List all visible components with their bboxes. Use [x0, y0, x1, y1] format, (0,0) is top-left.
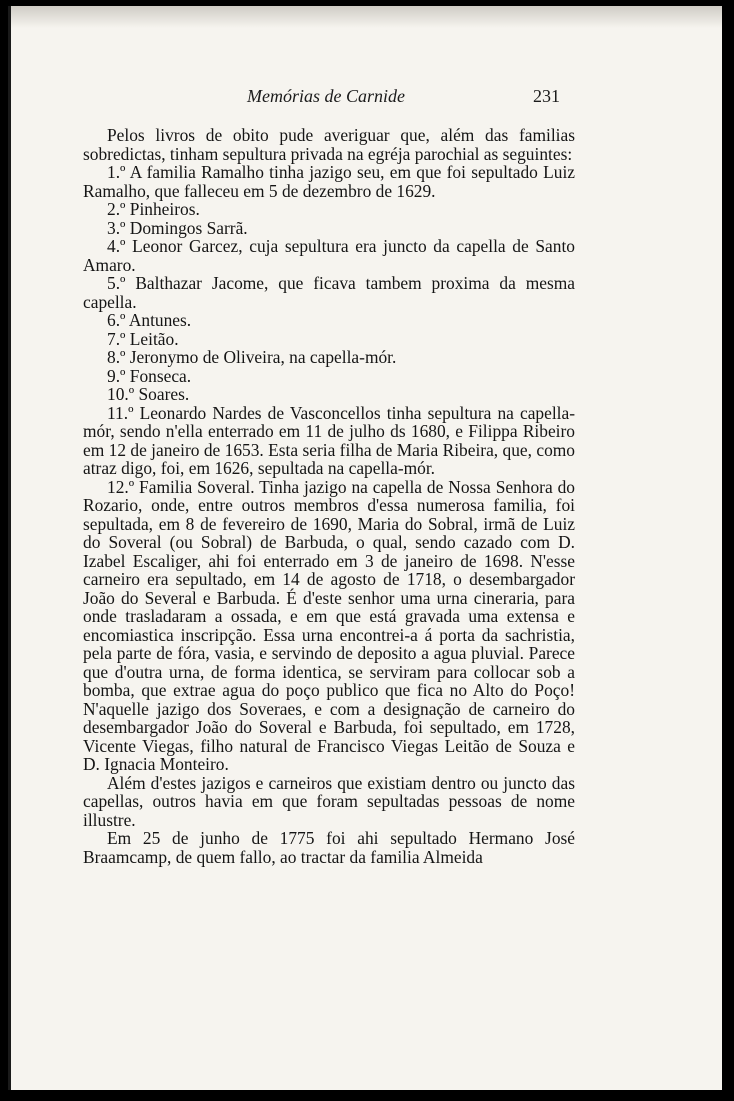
- list-item-12: 12.º Familia Soveral. Tinha jazigo na capella de Nossa Senhora do Rozario, onde, entre outros membros d'essa numerosa familia, foi sepultada, em 8 de fevereiro de 1690, Maria do Sobral, irmã de Luiz do Soveral (ou Sobral) de Barbuda, o qual, sendo cazado com D. Izabel Escaliger, ahi foi enterrado em 3 de janeiro de 1698. N'esse carneiro era sepultado, em 14 de agosto de 1718, o desembargador João do Several e Barbuda. É d'este senhor uma urna cineraria, para onde trasladaram a ossada, e em que está gravada uma extensa e encomiastica inscripção. Essa urna encontrei-a á porta da sachristia, pela parte de fóra, vasia, e servindo de deposito a agua pluvial. Parece que d'outra urna, de forma identica, se serviram para collocar sob a bomba, que extrae agua do poço publico que fica no Alto do Poço! N'aquelle jazigo dos Soveraes, e com a designação de carneiro do desembargador João do Soveral e Barbuda, foi sepultado, em 1728, Vicente Viegas, filho natural de Francisco Viegas Leitão de Souza e D. Ignacia Monteiro.: [83, 476, 575, 774]
- paragraph-braamcamp: Em 25 de junho de 1775 foi ahi sepultado Hermano José Braamcamp, de quem fallo, ao tractar da familia Almeida: [83, 828, 575, 867]
- body-text: [83, 126, 575, 866]
- book-page: [8, 6, 722, 1090]
- paragraph-intro: Pelos livros de obito pude averiguar que, além das familias sobredictas, tinham sepultura privada na egréja parochial as seguintes:: [83, 125, 575, 164]
- list-item-5: 5.º Balthazar Jacome, que ficava tambem proxima da mesma capella.: [83, 273, 575, 312]
- list-item-6: 6.º Antunes.: [107, 310, 192, 330]
- list-item-8: 8.º Jeronymo de Oliveira, na capella-mór.: [107, 347, 397, 367]
- list-item-1: 1.º A familia Ramalho tinha jazigo seu, em que foi sepultado Luiz Ramalho, que falleceu em 5 de dezembro de 1629.: [83, 162, 575, 201]
- list-item-3: 3.º Domingos Sarrã.: [107, 217, 248, 238]
- list-item-2: 2.º Pinheiros.: [107, 199, 200, 219]
- running-title: Memórias de Carnide: [247, 86, 405, 106]
- list-item-11: 11.º Leonardo Nardes de Vasconcellos tinha sepultura na capella-mór, sendo n'ella enterrado em 11 de julho ds 1680, e Filippa Ribeiro em 12 de janeiro de 1653. Esta seria filha de Maria Ribeira, que, como atraz digo, foi, em 1626, sepultada na capella-mór.: [83, 402, 575, 478]
- list-item-10: 10.º Soares.: [107, 384, 190, 404]
- page-header: [11, 86, 722, 116]
- list-item-7: 7.º Leitão.: [107, 328, 179, 349]
- page-number: 231: [533, 86, 560, 106]
- list-item-4: 4.º Leonor Garcez, cuja sepultura era juncto da capella de Santo Amaro.: [83, 236, 575, 275]
- paragraph-other-tombs: Além d'estes jazigos e carneiros que existiam dentro ou juncto das capellas, outros havia em que foram sepultadas pessoas de nome illustre.: [83, 772, 575, 830]
- list-item-9: 9.º Fonseca.: [107, 365, 192, 386]
